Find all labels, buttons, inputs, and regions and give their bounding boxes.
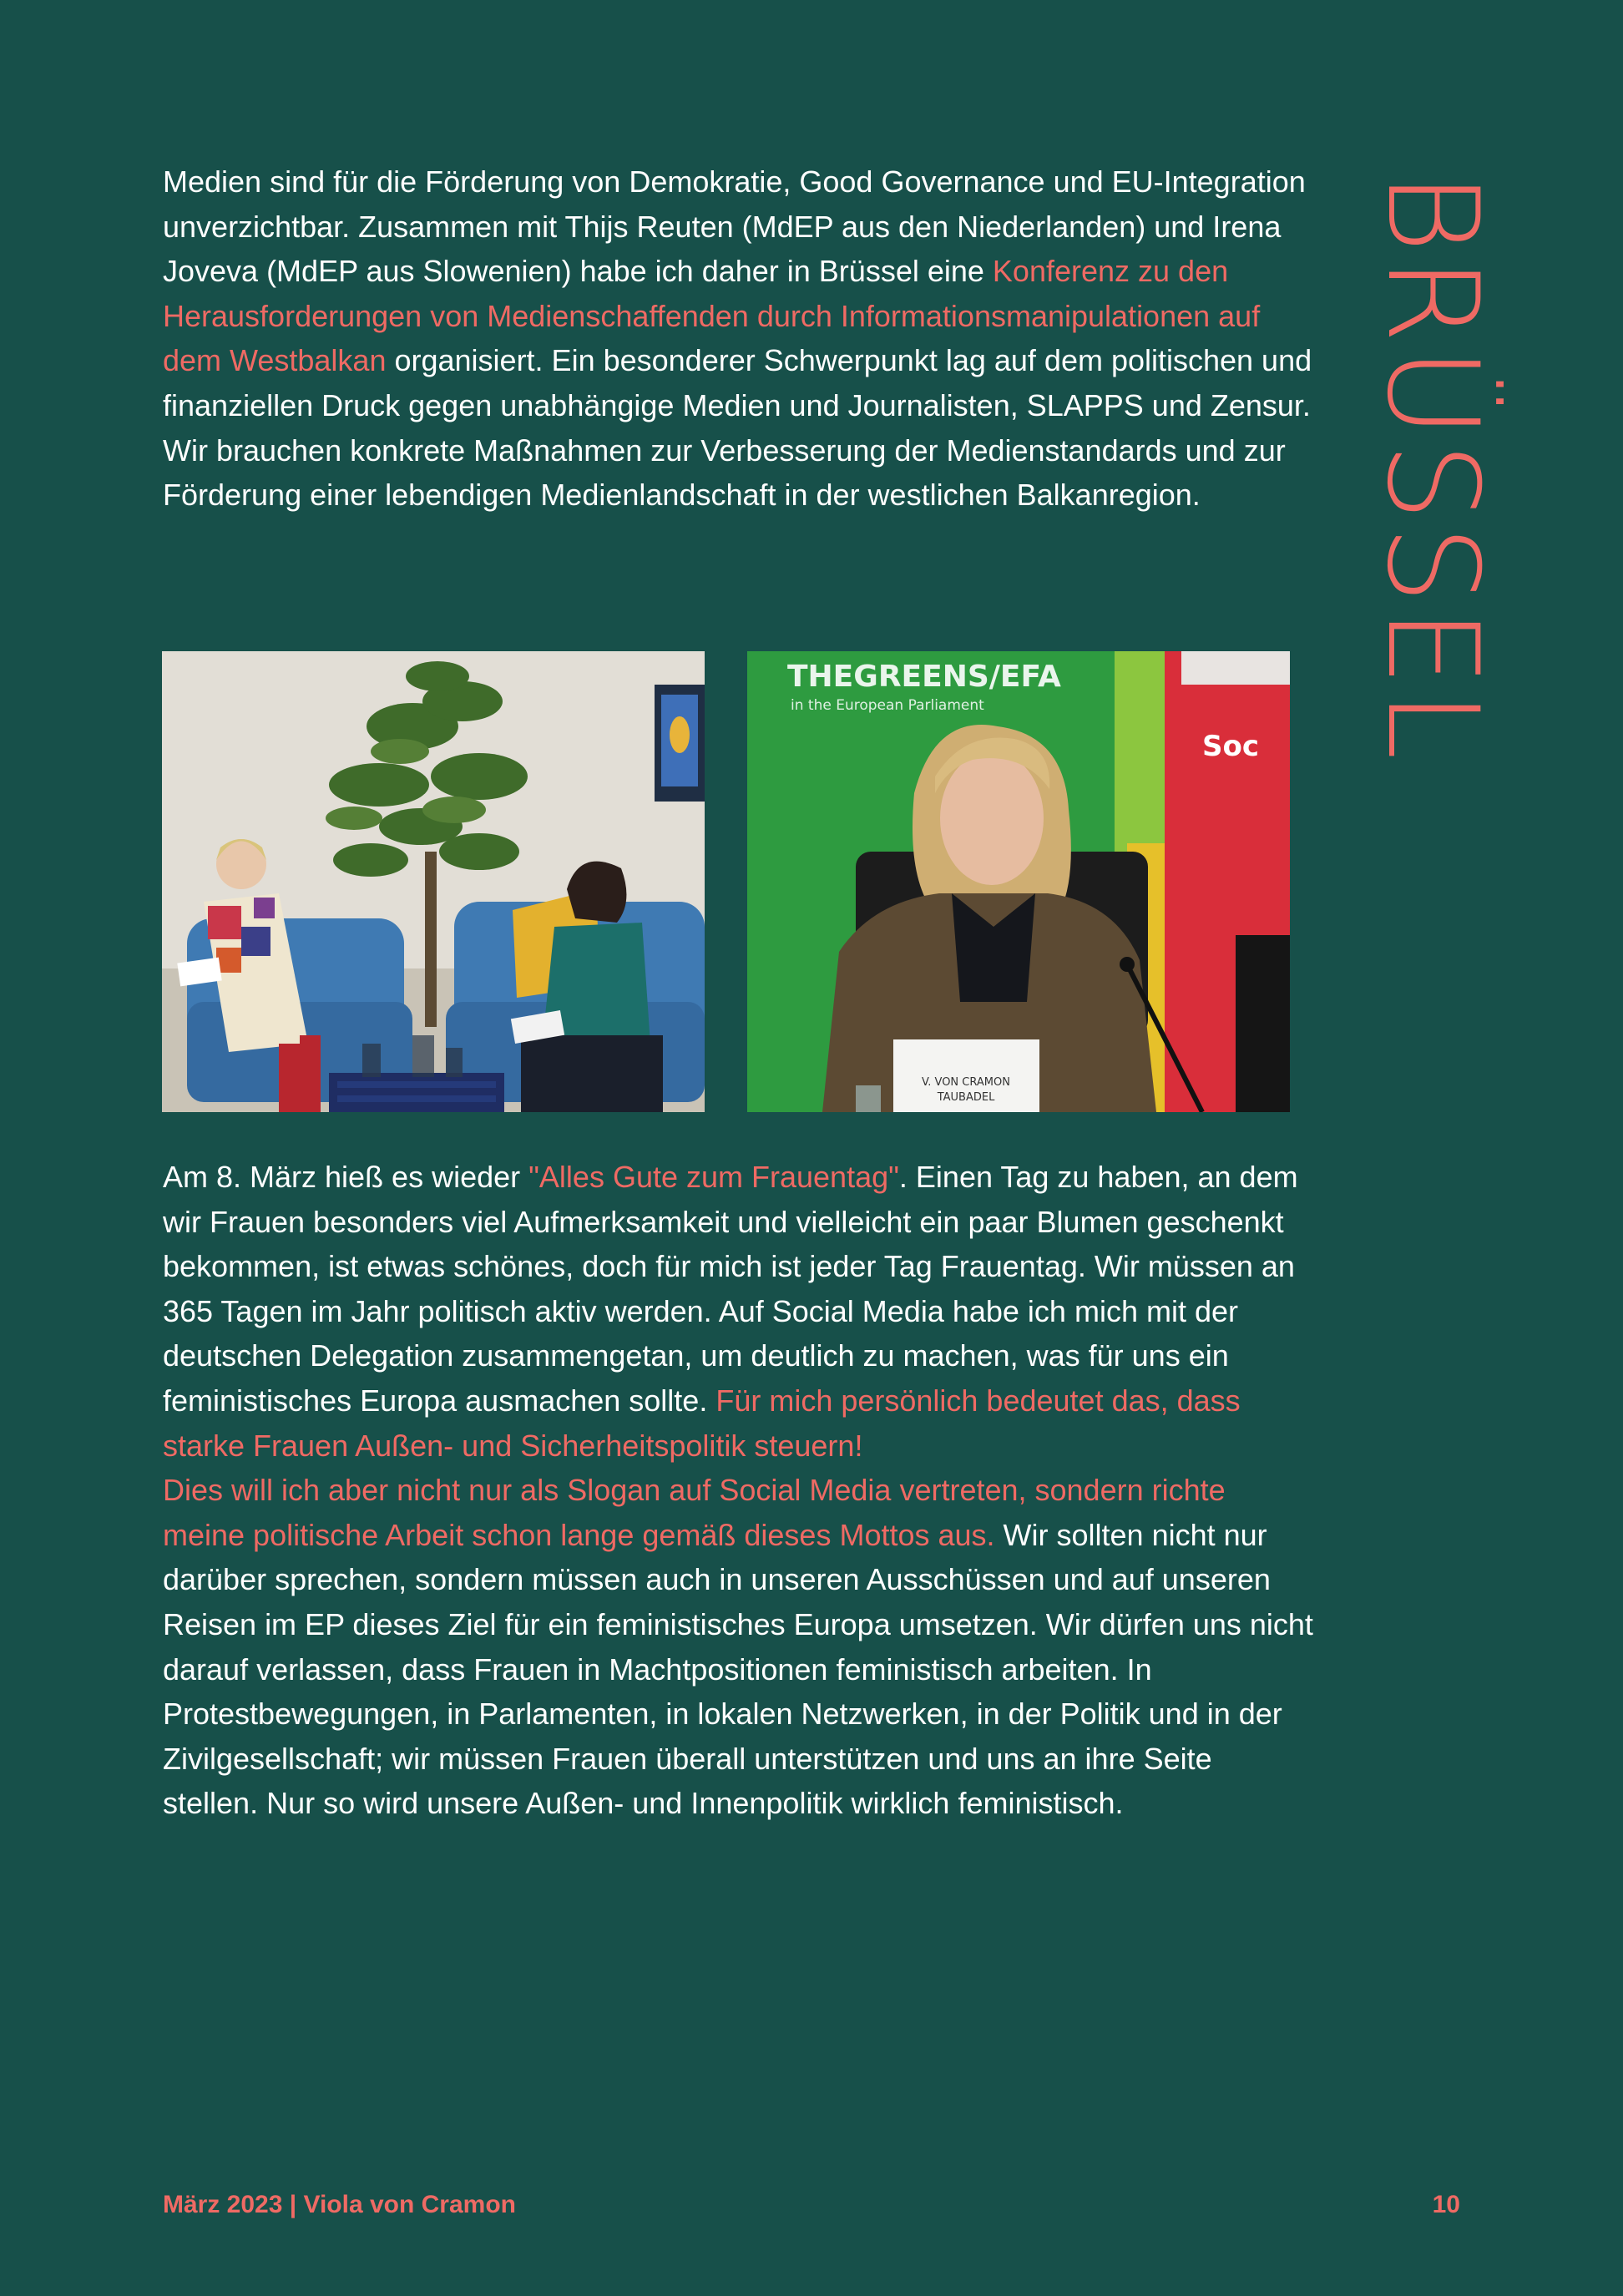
photo-interview xyxy=(162,651,705,1112)
banner-subtext: in the European Parliament xyxy=(791,697,984,714)
photo-speaker xyxy=(747,651,1290,1112)
nameplate-line1: V. VON CRAMON xyxy=(922,1076,1010,1089)
speaker-photo-illustration xyxy=(747,651,1290,1112)
highlight-slogan: Dies will ich aber nicht nur als Slogan auf Social Media vertreten, sondern richte meine politische Arbeit schon lange gemäß dieses Mottos aus. xyxy=(163,1473,1226,1552)
banner-text: THEGREENS/EFA xyxy=(787,660,1061,694)
paragraph-text: Am 8. März hieß es wieder xyxy=(163,1160,529,1194)
highlight-womens-day: "Alles Gute zum Frauentag" xyxy=(528,1160,899,1194)
highlight-conference-link[interactable]: Konferenz zu den Herausforderungen von Medienschaffenden durch Informationsmanipulationen auf dem Westbalkan xyxy=(163,254,1261,378)
footer-date-author: März 2023 | Viola von Cramon xyxy=(163,2191,516,2218)
paragraph-text: . Einen Tag zu haben, an dem wir Frauen besonders viel Aufmerksamkeit und vielleicht ein paar Blumen geschenkt bekommen, ist etwas schönes, doch für mich ist jeder Tag Frauentag. Wir müssen an 365 Tagen im Jahr politisch aktiv werden. Auf Social Media habe ich mich mit der deutschen Delegation zusammengetan, um deutlich zu machen, was für uns ein feministisches Europa ausmachen sollte. xyxy=(163,1160,1298,1418)
paragraph-text: Medien sind für die Förderung von Demokratie, Good Governance und EU-Integration unverzichtbar. Zusammen mit Thijs Reuten (MdEP aus den Niederlanden) und Irena Joveva (MdEP aus Slowenien) habe ich daher in Brüssel eine xyxy=(163,164,1306,289)
paragraph-womens-day xyxy=(163,1155,1315,1826)
banner-sign-text: Soc xyxy=(1202,730,1259,763)
highlight-statement: Für mich persönlich bedeutet das, dass starke Frauen Außen- und Sicherheitspolitik steuern! xyxy=(163,1383,1241,1463)
interview-photo-illustration xyxy=(162,651,705,1112)
nameplate-line2: TAUBADEL xyxy=(937,1091,995,1104)
paragraph-text: Wir sollten nicht nur darüber sprechen, sondern müssen auch in unseren Ausschüssen und auf unseren Reisen im EP dieses Ziel für ein feministisches Europa umsetzen. Wir dürfen uns nicht darauf verlassen, dass Frauen in Machtpositionen feministisch arbeiten. In Protestbewegungen, in Parlamenten, in lokalen Netzwerken, in der Politik und in der Zivilgesellschaft; wir müssen Frauen überall unterstützen und uns an ihre Seite stellen. Nur so wird unsere Außen- und Innenpolitik wirklich feministisch. xyxy=(163,1517,1313,1821)
paragraph-media-conference xyxy=(163,159,1315,518)
page-number: 10 xyxy=(1432,2191,1460,2218)
section-title-vertical: BRÜSSEL xyxy=(1359,171,1504,764)
paragraph-text: organisiert. Ein besonderer Schwerpunkt lag auf dem politischen und finanziellen Druck gegen unabhängige Medien und Journalisten, SLAPPS und Zensur. Wir brauchen konkrete Maßnahmen zur Verbesserung der Medienstandards und zur Förderung einer lebendigen Medienlandschaft in der westlichen Balkanregion. xyxy=(163,343,1312,513)
